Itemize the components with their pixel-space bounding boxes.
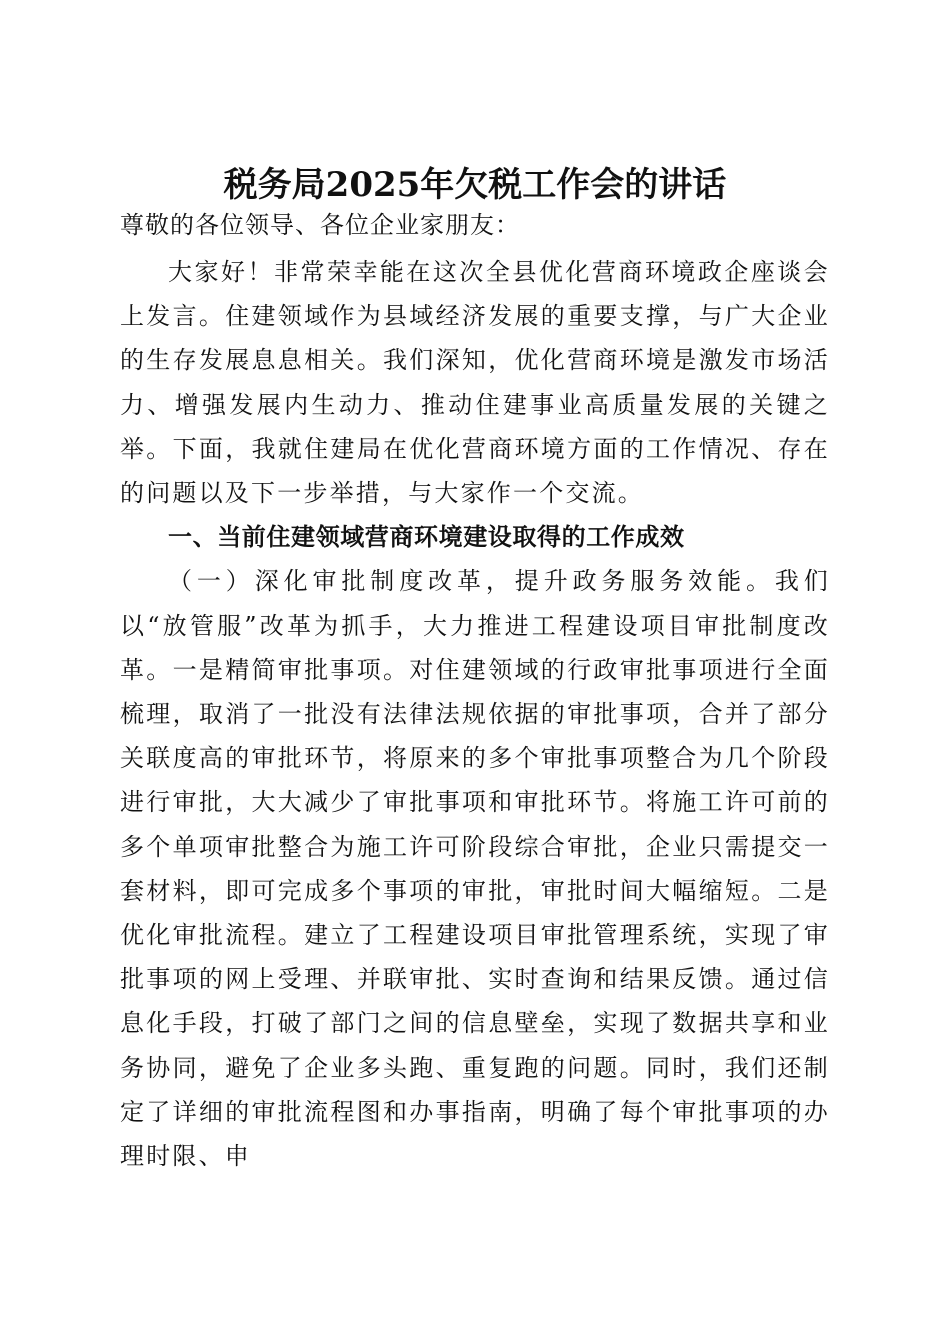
section-heading-1: 一、当前住建领域营商环境建设取得的工作成效 [168, 523, 685, 552]
paragraph-opening: 大家好！非常荣幸能在这次全县优化营商环境政企座谈会上发言。住建领域作为县域经济发展的重要支撑，与广大企业的生存发展息息相关。我们深知，优化营商环境是激发市场活力、增强发展内生动力、推动住建事业高质量发展的关键之举。下面，我就住建局在优化营商环境方面的工作情况、存在的问题以及下一步举措，与大家作一个交流。 [120, 258, 830, 508]
subsection-heading-1: （一）深化审批制度改革，提升政务服务效能。 [168, 567, 775, 596]
paragraph-subsection-1 [120, 559, 830, 1178]
salutation: 尊敬的各位领导、各位企业家朋友： [120, 211, 520, 239]
subsection-1-body: 我们以“放管服”改革为抓手，大力推进工程建设项目审批制度改革。一是精简审批事项。对住建领域的行政审批事项进行全面梳理，取消了一批没有法律法规依据的审批事项，合并了部分关联度高的审批环节，将原来的多个审批事项整合为几个阶段进行审批，大大减少了审批事项和审批环节。将施工许可前的多个单项审批整合为施工许可阶段综合审批，企业只需提交一套材料，即可完成多个事项的审批，审批时间大幅缩短。二是优化审批流程。建立了工程建设项目审批管理系统，实现了审批事项的网上受理、并联审批、实时查询和结果反馈。通过信息化手段，打破了部门之间的信息壁垒，实现了数据共享和业务协同，避免了企业多头跑、重复跑的问题。同时，我们还制定了详细的审批流程图和办事指南，明确了每个审批事项的办理时限、申 [120, 567, 830, 1171]
document-title: 税务局2025年欠税工作会的讲话 [223, 164, 727, 205]
document-body [120, 250, 830, 1178]
